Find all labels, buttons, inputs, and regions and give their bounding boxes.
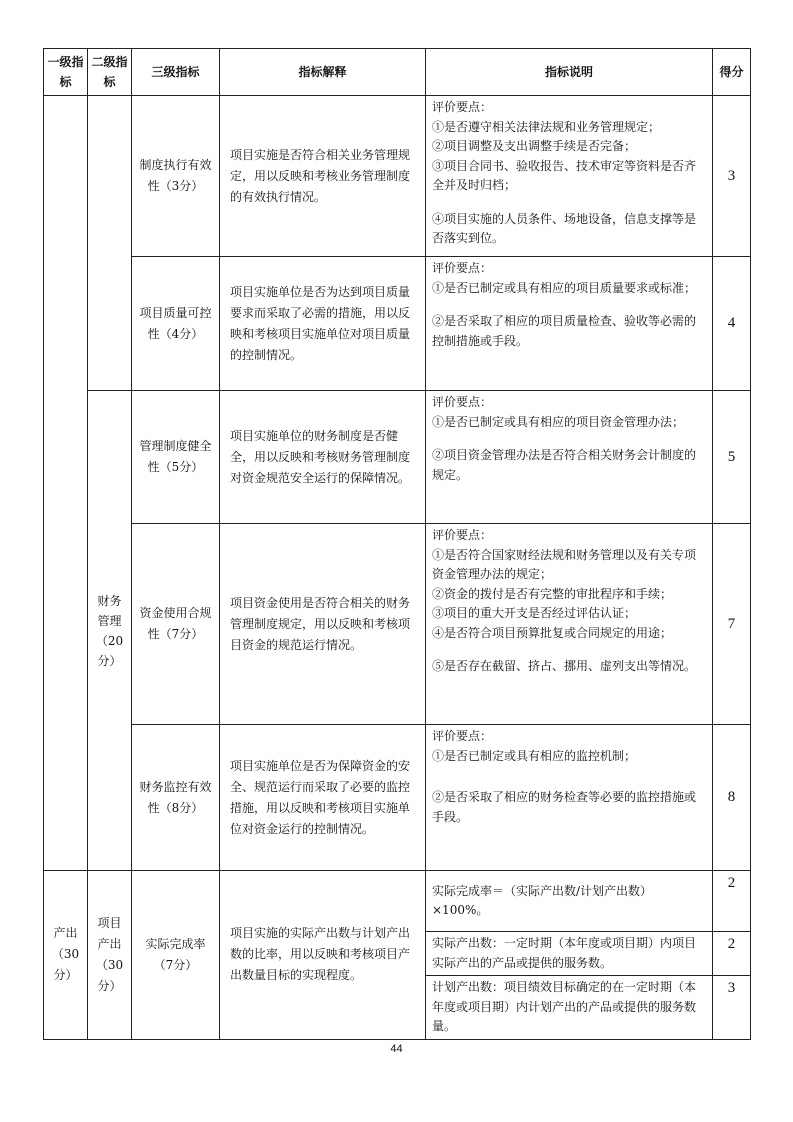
level3-cell: 实际完成率（7分） xyxy=(132,871,220,1040)
explain-cell: 项目实施是否符合相关业务管理规定，用以反映和考核业务管理制度的有效执行情况。 xyxy=(220,96,426,257)
explain-cell: 项目资金使用是否符合相关的财务管理制度规定，用以反映和考核项目资金的规范运行情况。 xyxy=(220,524,426,725)
level3-cell: 财务监控有效性（8分） xyxy=(132,725,220,871)
table-row xyxy=(44,524,751,725)
header-row xyxy=(44,49,751,96)
desc-line: 评价要点： xyxy=(432,528,493,542)
explain-cell: 项目实施单位的财务制度是否健全，用以反映和考核财务管理制度对资金规范安全运行的保障情况。 xyxy=(220,391,426,524)
desc-cell xyxy=(426,96,713,257)
header-level2: 二级指标 xyxy=(88,49,132,96)
score-cell: 3 xyxy=(713,96,751,257)
header-score: 得分 xyxy=(713,49,751,96)
desc-line: ②项目资金管理办法是否符合相关财务会计制度的规定。 xyxy=(432,448,697,482)
level2-finance-cell xyxy=(88,391,132,871)
level3-cell: 资金使用合规性（7分） xyxy=(132,524,220,725)
desc-line: ①是否遵守相关法律法规和业务管理规定； xyxy=(432,119,661,134)
table-row xyxy=(44,391,751,524)
evaluation-table xyxy=(43,48,751,1040)
level2-cell-empty xyxy=(88,96,132,391)
level3-cell: 项目质量可控性（4分） xyxy=(132,257,220,391)
header-level1: 一级指标 xyxy=(44,49,88,96)
level1-cell-empty xyxy=(44,96,88,871)
desc-line: 评价要点： xyxy=(432,261,493,275)
desc-line: ①是否已制定或具有相应的项目资金管理办法； xyxy=(432,414,685,429)
desc-line: ①是否已制定或具有相应的项目质量要求或标准； xyxy=(432,280,697,295)
desc-cell xyxy=(426,391,713,524)
desc-line: ③项目的重大开支是否经过评估认证； xyxy=(432,606,637,620)
desc-cell xyxy=(426,725,713,871)
desc-cell: 实际产出数：一定时期（本年度或项目期）内项目实际产出的产品或提供的服务数。 xyxy=(426,932,713,976)
desc-line: ①是否符合国家财经法规和财务管理以及有关专项资金管理办法的规定； xyxy=(432,547,697,581)
score-cell: 5 xyxy=(713,391,751,524)
desc-line: ②是否采取了相应的项目质量检查、验收等必需的控制措施或手段。 xyxy=(432,314,697,348)
desc-line: ④项目实施的人员条件、场地设备，信息支撑等是否落实到位。 xyxy=(432,211,697,245)
header-desc: 指标说明 xyxy=(426,49,713,96)
score-cell: 8 xyxy=(713,725,751,871)
desc-line: ②资金的拨付是否有完整的审批程序和手续； xyxy=(432,586,673,601)
explain-cell: 项目实施单位是否为达到项目质量要求而采取了必需的措施，用以反映和考核项目实施单位对项目质量的控制情况。 xyxy=(220,257,426,391)
desc-cell: 实际完成率＝（实际产出数/计划产出数）×100%。 xyxy=(426,871,713,932)
desc-line: 评价要点： xyxy=(432,395,493,409)
finance-group-name: 财务管理 xyxy=(97,593,122,628)
table-row xyxy=(44,96,751,257)
desc-line: ④是否符合项目预算批复或合同规定的用途； xyxy=(432,625,673,640)
desc-line: ⑤是否存在截留、挤占、挪用、虚列支出等情况。 xyxy=(432,659,697,673)
desc-cell: 计划产出数：项目绩效目标确定的在一定时期（本年度或项目期）内计划产出的产品或提供的服务数量。 xyxy=(426,976,713,1040)
score-cell: 2 xyxy=(713,932,751,976)
explain-cell: 项目实施单位是否为保障资金的安全、规范运行而采取了必要的监控措施，用以反映和考核项目实施单位对资金运行的控制情况。 xyxy=(220,725,426,871)
evaluation-table-sheet xyxy=(43,48,750,1040)
page-number: 44 xyxy=(390,1043,403,1055)
desc-line: 评价要点： xyxy=(432,729,493,743)
desc-line: ②是否采取了相应的财务检查等必要的监控措施或手段。 xyxy=(432,790,697,824)
finance-group-points: （20分） xyxy=(95,633,124,668)
score-cell: 2 xyxy=(713,871,751,932)
level2-output-cell: 项目产出（30分） xyxy=(88,871,132,1040)
table-row xyxy=(44,257,751,391)
header-level3: 三级指标 xyxy=(132,49,220,96)
desc-cell xyxy=(426,524,713,725)
desc-line: ③项目合同书、验收报告、技术审定等资料是否齐全并及时归档； xyxy=(432,158,697,192)
score-cell: 7 xyxy=(713,524,751,725)
level3-cell: 管理制度健全性（5分） xyxy=(132,391,220,524)
level1-output-cell: 产出（30分） xyxy=(44,871,88,1040)
score-cell: 4 xyxy=(713,257,751,391)
desc-line: 评价要点： xyxy=(432,100,493,114)
table-row xyxy=(44,871,751,932)
header-explain: 指标解释 xyxy=(220,49,426,96)
level3-cell: 制度执行有效性（3分） xyxy=(132,96,220,257)
desc-line: ①是否已制定或具有相应的监控机制； xyxy=(432,748,637,763)
table-row xyxy=(44,725,751,871)
explain-cell: 项目实施的实际产出数与计划产出数的比率，用以反映和考核项目产出数量目标的实现程度。 xyxy=(220,871,426,1040)
desc-cell xyxy=(426,257,713,391)
desc-line: ②项目调整及支出调整手续是否完备； xyxy=(432,139,637,153)
score-cell: 3 xyxy=(713,976,751,1040)
